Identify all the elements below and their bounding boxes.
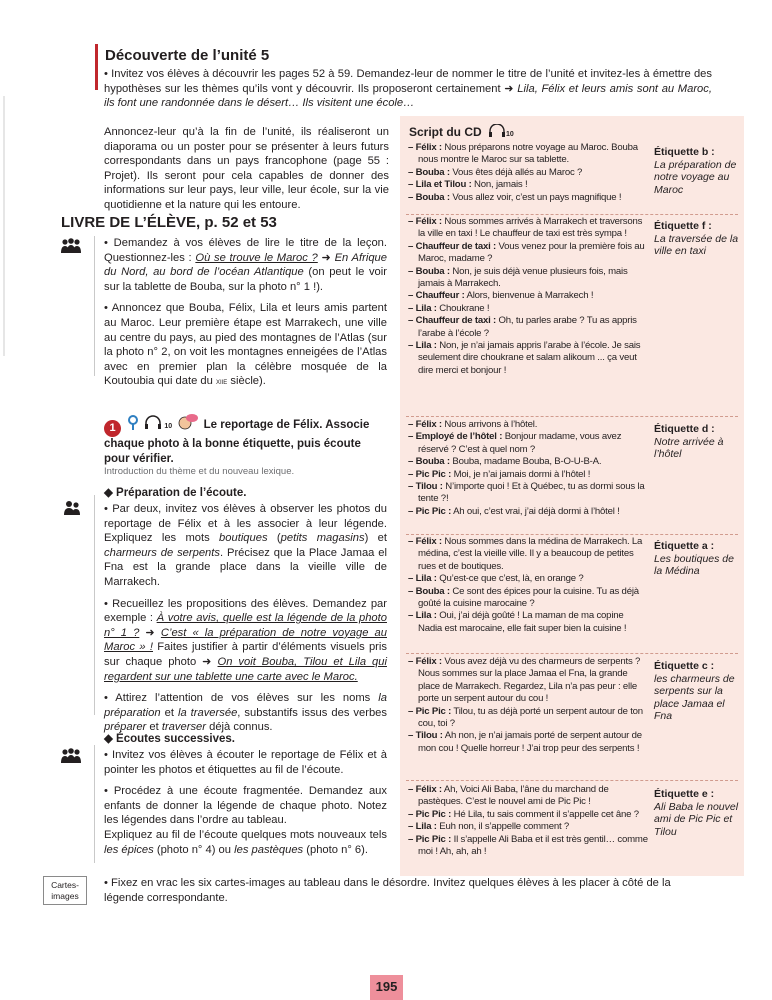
instruction-1: • Demandez à vos élèves de lire le titre de la leçon. Questionnez-les : Où se trouve le Maroc ? ➜ En Afrique du Nord, au bord de l’océan Atlantique (on peut le voir sur la tablette de Bouba, sur la photo n° 1 !).	[104, 237, 388, 293]
lesson-instructions	[104, 236, 387, 396]
label-value: Les boutiques de la Médina	[654, 552, 734, 577]
speaker-name: – Tilou :	[408, 481, 443, 493]
dialogue-text: Oui, j’ai déjà goûté ! La maman de ma copine Nadia est marocaine, elle fait super bien la cuisine !	[418, 610, 627, 634]
dialogue-text: Tilou, tu as déjà porté un serpent autour de ton cou, toi ?	[418, 705, 643, 730]
dialogue-text: Vous êtes déjà allés au Maroc ?	[449, 166, 583, 178]
dialogue-text: Ah non, je n’ai jamais porté de serpent autour de mon cou ! Quelle horreur ! J’ai trop peur des serpents !	[418, 730, 642, 754]
intro-paragraph-top: • Invitez vos élèves à découvrir les pages 52 à 59. Demandez-leur de nommer le titre de l’unité et invitez-les à émettre des hypothèses sur les thèmes qu’ils vont y découvrir. Ils proposeront certainement ➜ Lila, Félix et leurs amis sont au Maroc, ils font une randonnée dans le désert… Ils visitent une école…	[104, 68, 712, 110]
answer-label	[654, 146, 742, 196]
dialogue-text: Bouba, madame Bouba, B-O-U-B-A.	[449, 456, 602, 468]
dialogue-text: Choukrane !	[436, 302, 490, 314]
activity-number: 1	[104, 420, 121, 437]
answer-label	[654, 423, 742, 461]
dialogue-line	[408, 167, 648, 179]
script-separator	[406, 780, 738, 781]
dialogue-text: Non, je n’ai jamais appris l’arabe à l’école. Je sais seulement dire choukrane et salam alikoum ... ça veut dire merci et bonjour !	[418, 340, 641, 376]
dialogue-line	[408, 241, 648, 266]
dialogue-text: Euh non, il s’appelle comment ?	[436, 821, 570, 833]
group-work-icon-2	[60, 748, 82, 764]
left-rule	[94, 236, 95, 376]
margin-mark	[3, 96, 5, 356]
speaker-name: – Lila :	[408, 340, 437, 352]
script-separator	[406, 653, 738, 654]
preparation-2: • Recueillez les propositions des élèves. Demandez par exemple : À votre avis, quelle est la légende de la photo n° 1 ? ➜ C’est « la préparation de notre voyage au Maroc » ! Faites justifier à partir d’éléments visuels pris sur chaque photo ➜ On voit Bouba, Tilou et Lila qui regardent sur une tablette une carte avec le Maroc.	[104, 597, 387, 683]
intro-paragraph-bottom: Annoncez-leur qu’à la fin de l’unité, ils réaliseront un diaporama ou un poster pour se présenter à leurs futurs correspondants dans un pays francophone (page 55 : Projet). Ils seront pour cela capables de donner des informations sur leur pays, leur ville, leur école, sur la vie quotidienne et la nature qui les entoure.	[104, 126, 389, 211]
dialogue-line	[408, 481, 648, 506]
dialogue-text: Nous préparons notre voyage au Maroc. Bouba nous montre le Maroc sur sa tablette.	[418, 142, 638, 166]
label-title: Étiquette e :	[654, 788, 715, 800]
successive-3: Expliquez au fil de l’écoute quelques mots nouveaux tels les épices (photo n° 4) ou les pastèques (photo n° 6).	[104, 828, 387, 856]
dialogue-text: Nous sommes arrivés à Marrakech et traversons la ville en taxi ! Le chauffeur de taxi est très sympa !	[418, 216, 643, 240]
magnifier-icon	[127, 415, 139, 431]
dialogue-text: Non, jamais !	[471, 179, 528, 191]
dialogue-line	[408, 315, 648, 340]
dialogue-line	[408, 809, 648, 821]
speaker-name: – Félix :	[408, 656, 442, 667]
dialogue-line	[408, 456, 648, 468]
cd-track-number: 10	[506, 131, 514, 138]
speaker-name: – Lila et Tilou :	[408, 179, 472, 191]
label-title: Étiquette b :	[654, 146, 715, 158]
script-dialogue	[408, 142, 648, 204]
dialogue-line	[408, 821, 648, 833]
dialogue-text: Oh, tu parles arabe ? Tu as appris l’arabe à l’école ?	[418, 315, 637, 339]
answer-label	[654, 220, 742, 258]
dialogue-text: Vous venez pour la première fois au Maroc, madame ?	[418, 240, 645, 265]
speaker-name: – Chauffeur de taxi :	[408, 315, 497, 327]
script-dialogue	[408, 536, 648, 635]
speaker-name: – Lila :	[408, 610, 437, 622]
dialogue-text: Ah, Voici Ali Baba, l’âne du marchand de pastèques. C’est le nouvel ami de Pic Pic !	[418, 784, 609, 808]
speaker-name: – Bouba :	[408, 191, 450, 203]
dialogue-line	[408, 834, 648, 859]
speaker-name: – Pic Pic :	[408, 833, 452, 845]
title-accent-bar	[95, 44, 98, 90]
dialogue-text: Nous sommes dans la médina de Marrakech. La médina, c’est la vieille ville. Il y a beaucoup de petites rues et de boutiques.	[418, 536, 643, 572]
speaker-name: – Chauffeur :	[408, 290, 465, 302]
speaker-name: – Félix :	[408, 419, 442, 430]
speaker-name: – Tilou :	[408, 730, 443, 742]
dialogue-text: Non, je suis déjà venue plusieurs fois, mais jamais à Marrakech.	[418, 265, 628, 290]
script-separator	[406, 214, 738, 215]
dialogue-line	[408, 536, 648, 573]
answer-label	[654, 788, 742, 838]
picture-cards-instruction: • Fixez en vrac les six cartes-images au tableau dans le désordre. Invitez quelques élèves à les placer à côté de la légende correspondante.	[104, 877, 671, 904]
dialogue-line	[408, 730, 648, 755]
dialogue-text: Il s’appelle Ali Baba et il est très gentil… comme moi ! Ah, ah, ah !	[418, 833, 648, 858]
speaker-name: – Félix :	[408, 216, 442, 227]
activity-1-heading: 1 10 Le reportage de Félix. Associe chaque photo à la bonne étiquette, puis écoute pour vérifier.	[104, 413, 387, 466]
headphones-icon	[488, 124, 506, 138]
section-title: LIVRE DE L’ÉLÈVE, p. 52 et 53	[61, 214, 277, 231]
successive-2: • Procédez à une écoute fragmentée. Demandez aux enfants de donner la légende de chaque photo. Notez les légendes dans l’ordre au tableau.	[104, 785, 387, 827]
left-rule-2	[94, 495, 95, 715]
dialogue-text: Ce sont des épices pour la cuisine. Tu as déjà goûté la cuisine marocaine ?	[418, 585, 639, 610]
label-value: La traversée de la ville en taxi	[654, 232, 739, 257]
script-dialogue	[408, 216, 648, 377]
successive-1: • Invitez vos élèves à écouter le reportage de Félix et à pointer les photos et étiquettes au fil de l’écoute.	[104, 749, 387, 776]
group-work-icon	[60, 238, 82, 254]
speaker-name: – Félix :	[408, 784, 442, 795]
dialogue-line	[408, 586, 648, 611]
dialogue-text: Nous arrivons à l’hôtel.	[441, 419, 538, 430]
preparation-title: ◆ Préparation de l’écoute.	[104, 487, 247, 499]
dialogue-text: Hé Lila, tu sais comment il s’appelle cet âne ?	[451, 808, 639, 820]
label-title: Étiquette f :	[654, 220, 712, 232]
dialogue-text: Moi, je n’ai jamais dormi à l’hôtel !	[451, 468, 591, 480]
preparation-3: • Attirez l’attention de vos élèves sur les noms la préparation et la traversée, substantifs issus des verbes préparer et traverser déjà connus.	[104, 692, 387, 734]
dialogue-line	[408, 216, 648, 241]
dialogue-line	[408, 303, 648, 315]
answer-label	[654, 540, 742, 578]
script-dialogue	[408, 784, 648, 858]
speaker-name: – Pic Pic :	[408, 468, 452, 480]
dialogue-line	[408, 192, 648, 204]
label-title: Étiquette d :	[654, 423, 715, 435]
speaker-name: – Bouba :	[408, 166, 450, 178]
speaker-name: – Lila :	[408, 821, 437, 833]
activity-intro: Introduction du thème et du nouveau lexique.	[104, 466, 295, 477]
script-separator	[406, 416, 738, 417]
speaker-name: – Félix :	[408, 536, 442, 547]
dialogue-line	[408, 431, 648, 456]
left-rule-3	[94, 745, 95, 863]
script-dialogue	[408, 419, 648, 518]
dialogue-text: Vous avez déjà vu des charmeurs de serpents ? Nous sommes sur la place Jamaa el Fna, la grande place de Marrakech. Regardez, Lila n’a pas peur : elle porte un serpent autour du cou !	[418, 656, 641, 705]
cd-script-panel	[400, 116, 744, 876]
label-title: Étiquette c :	[654, 660, 715, 672]
dialogue-line	[408, 469, 648, 481]
headphones-icon	[144, 415, 162, 431]
page-title: Découverte de l’unité 5	[105, 47, 270, 64]
dialogue-text: N’importe quoi ! Et à Québec, tu as dormi sous la tente ?!	[418, 481, 645, 505]
picture-cards-label: Cartes-images	[43, 876, 87, 905]
dialogue-line	[408, 784, 648, 809]
label-title: Étiquette a :	[654, 540, 715, 552]
dialogue-line	[408, 419, 648, 431]
preparation-1: • Par deux, invitez vos élèves à observer les photos du reportage de Félix et à les associer à leur légende. Expliquez les mots boutiques (petits magasins) et charmeurs de serpents. Précisez que la Place Jamaa el Fna est la grande place dans la vieille ville de Marrakech.	[104, 503, 387, 588]
dialogue-text: Alors, bienvenue à Marrakech !	[464, 290, 594, 302]
speaker-name: – Chauffeur de taxi :	[408, 240, 497, 252]
dialogue-text: Qu’est-ce que c’est, là, en orange ?	[436, 573, 584, 585]
speaker-name: – Bouba :	[408, 265, 450, 277]
answer-label	[654, 660, 742, 723]
dialogue-line	[408, 706, 648, 731]
dialogue-line	[408, 142, 648, 167]
label-value: La préparation de notre voyage au Maroc	[654, 158, 737, 196]
dialogue-text: Vous allez voir, c’est un pays magnifique !	[449, 191, 622, 203]
speaking-character-icon	[178, 413, 198, 431]
cd-script-title: Script du CD 10	[409, 125, 514, 139]
pair-work-icon	[62, 500, 84, 516]
speaker-name: – Félix :	[408, 142, 442, 153]
listening-preparation	[104, 485, 387, 742]
successive-title: ◆ Écoutes successives.	[104, 733, 235, 745]
label-value: les charmeurs de serpents sur la place Jamaa el Fna	[654, 672, 735, 722]
dialogue-line	[408, 656, 648, 706]
dialogue-line	[408, 573, 648, 585]
speaker-name: – Pic Pic :	[408, 808, 452, 820]
dialogue-line	[408, 340, 648, 377]
label-value: Notre arrivée à l’hôtel	[654, 435, 724, 460]
speaker-name: – Lila :	[408, 302, 437, 314]
script-separator	[406, 534, 738, 535]
speaker-name: – Pic Pic :	[408, 505, 452, 517]
dialogue-line	[408, 290, 648, 302]
dialogue-line	[408, 179, 648, 191]
label-value: Ali Baba le nouvel ami de Pic Pic et Tilou	[654, 800, 739, 838]
dialogue-line	[408, 266, 648, 291]
dialogue-text: Bonjour madame, vous avez réservé ? C’est à quel nom ?	[418, 431, 622, 455]
dialogue-text: Ah oui, c’est vrai, j’ai déjà dormi à l’hôtel !	[451, 505, 620, 517]
speaker-name: – Bouba :	[408, 456, 450, 468]
script-dialogue	[408, 656, 648, 755]
dialogue-line	[408, 610, 648, 635]
speaker-name: – Pic Pic :	[408, 705, 452, 717]
instruction-2: • Annoncez que Bouba, Félix, Lila et leurs amis partent au Maroc. Leur première étape est Marrakech, une ville au centre du pays, au pied des montagnes de l’Atlas (sur la photo n° 2, on voit les montagnes enneigées de l’Atlas avec en premier plan la célèbre mosquée de la Koutoubia qui date du xiie siècle).	[104, 302, 387, 388]
successive-listenings	[104, 731, 387, 864]
speaker-name: – Employé de l’hôtel :	[408, 431, 503, 443]
speaker-name: – Bouba :	[408, 585, 450, 597]
dialogue-line	[408, 506, 648, 518]
page-number: 195	[370, 975, 403, 1000]
speaker-name: – Lila :	[408, 573, 437, 585]
